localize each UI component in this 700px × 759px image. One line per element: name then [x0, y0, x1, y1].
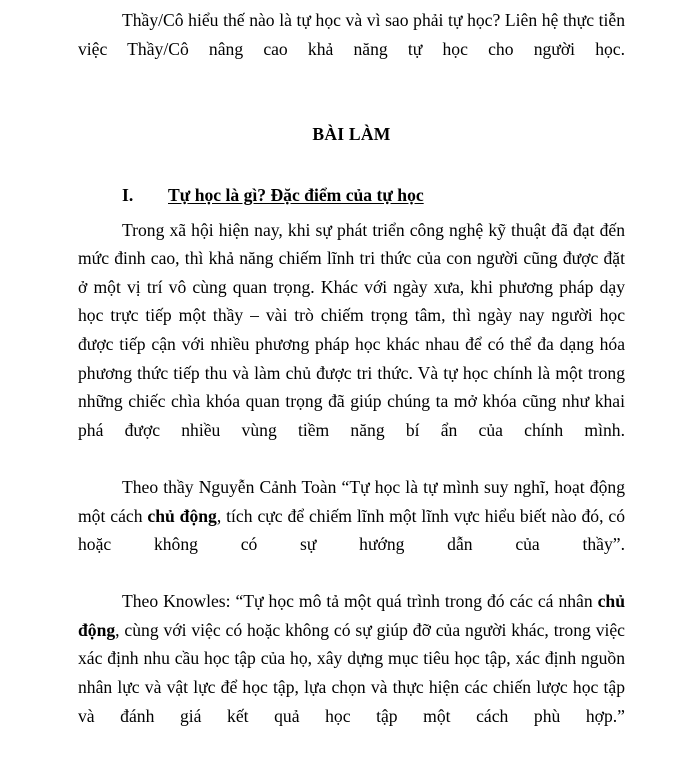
body-text: Trong xã hội hiện nay, khi sự phát triển công nghệ kỹ thuật đã đạt đến mức đinh cao, thì khả năng chiếm lĩnh tri thức của con người cũng được đặt ở một vị trí vô cùng quan trọng. Khác với ngày xưa, khi phương pháp dạy học trực tiếp một thầy – vài trò chiếm trọng tâm, thì ngày nay người học được tiếp cận với nhiều phương pháp học khác nhau để có thể đa dạng hóa phương thức tiếp thu và làm chủ được tri thức. Và tự học chính là một trong những chiếc chìa khóa quan trọng đã giúp chúng ta mở khóa cũng như khai phá được nhiều vùng tiềm năng bí ẩn của chính mình. — [78, 219, 625, 440]
section-heading — [78, 181, 625, 210]
section-numeral: I. — [122, 184, 134, 205]
emphasis-text: chủ động — [78, 591, 625, 640]
body-paragraph — [78, 216, 625, 473]
document-body — [78, 0, 625, 759]
body-text: , tích cực để chiếm lĩnh một lĩnh vực hiểu biết nào đó, có hoặc không có sự hướng dẫn của thầy”. — [78, 505, 626, 555]
body-text: , cùng với việc có hoặc không có sự giúp đỡ của người khác, trong việc xác định nhu cầu học tập của họ, xây dựng mục tiêu học tập, xác định nguồn nhân lực và vật lực để học tập, lựa chọn và thực hiện các chiến lược học tập và đánh giá kết quả học tập một cách phù hợp.” — [78, 619, 625, 726]
page-title: BÀI LÀM — [312, 124, 391, 145]
body-paragraph — [78, 587, 625, 759]
spacer-after-intro — [78, 92, 625, 121]
section-heading-text: Tự học là gì? Đặc điểm của tự học — [168, 184, 424, 205]
intro-paragraph: Thầy/Cô hiểu thế nào là tự học và vì sao phải tự học? Liên hệ thực tiễn việc Thầy/Cô nâng cao khả năng tự học cho người học. — [78, 10, 625, 59]
body-text: Theo Knowles: “Tự học mô tả một quá trình trong đó các cá nhân — [122, 591, 598, 612]
spacer-after-title — [78, 149, 625, 181]
body-paragraph — [78, 473, 625, 587]
emphasis-text: chủ động — [147, 505, 217, 526]
body-text: Theo thầy Nguyễn Cảnh Toàn “Tự học là tự mình suy nghĩ, hoạt động một cách — [78, 476, 625, 526]
